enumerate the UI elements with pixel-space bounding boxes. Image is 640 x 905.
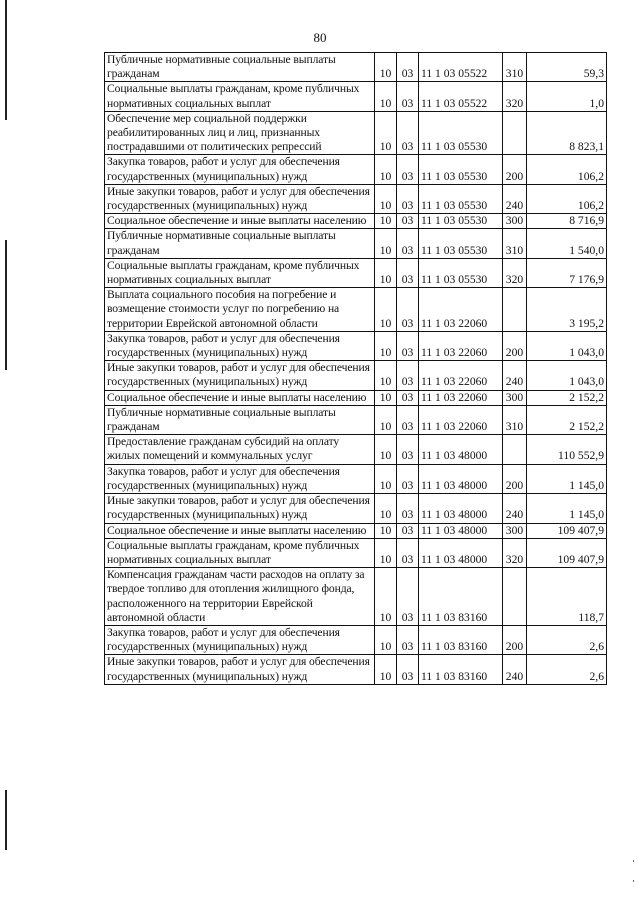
row-amount: 109 407,9 (527, 538, 607, 567)
row-name: Выплата социального пособия на погребение и возмещение стоимости услуг по погребению на территории Еврейской автономной области (105, 288, 375, 332)
row-subsection: 03 (397, 53, 419, 82)
table-row (105, 53, 607, 82)
row-expense-kind: 310 (503, 53, 527, 82)
row-section: 10 (375, 331, 397, 360)
row-section: 10 (375, 258, 397, 287)
row-target-code: 11 1 03 05530 (419, 184, 503, 213)
table-row (105, 288, 607, 332)
row-section: 10 (375, 625, 397, 654)
row-subsection: 03 (397, 405, 419, 434)
table-row (105, 331, 607, 360)
row-target-code: 11 1 03 48000 (419, 523, 503, 538)
row-subsection: 03 (397, 229, 419, 258)
row-amount: 1 540,0 (527, 229, 607, 258)
row-name: Компенсация гражданам части расходов на оплату за твердое топливо для отопления жилищного фонда, расположенного на территории Еврейской автономной области (105, 568, 375, 626)
table-row (105, 361, 607, 390)
row-name: Социальные выплаты гражданам, кроме публичных нормативных социальных выплат (105, 258, 375, 287)
row-target-code: 11 1 03 22060 (419, 405, 503, 434)
row-subsection: 03 (397, 331, 419, 360)
row-subsection: 03 (397, 82, 419, 111)
row-target-code: 11 1 03 83160 (419, 655, 503, 684)
row-subsection: 03 (397, 361, 419, 390)
row-section: 10 (375, 184, 397, 213)
row-target-code: 11 1 03 83160 (419, 625, 503, 654)
row-section: 10 (375, 155, 397, 184)
row-expense-kind (503, 288, 527, 332)
row-amount: 1 145,0 (527, 464, 607, 493)
row-subsection: 03 (397, 494, 419, 523)
scan-mark (633, 880, 634, 882)
budget-table (104, 52, 607, 685)
row-section: 10 (375, 435, 397, 464)
row-name: Публичные нормативные социальные выплаты гражданам (105, 405, 375, 434)
row-subsection: 03 (397, 258, 419, 287)
row-amount: 1 043,0 (527, 361, 607, 390)
row-name: Иные закупки товаров, работ и услуг для обеспечения государственных (муниципальных) нужд (105, 184, 375, 213)
row-section: 10 (375, 229, 397, 258)
row-amount: 8 716,9 (527, 214, 607, 229)
row-section: 10 (375, 361, 397, 390)
row-subsection: 03 (397, 568, 419, 626)
row-target-code: 11 1 03 22060 (419, 390, 503, 405)
table-row (105, 184, 607, 213)
row-amount: 59,3 (527, 53, 607, 82)
row-subsection: 03 (397, 155, 419, 184)
table-row (105, 229, 607, 258)
table-row (105, 538, 607, 567)
row-section: 10 (375, 523, 397, 538)
row-section: 10 (375, 494, 397, 523)
row-name: Социальное обеспечение и иные выплаты населению (105, 390, 375, 405)
row-expense-kind: 240 (503, 184, 527, 213)
scan-edge-middle (5, 240, 7, 370)
row-name: Закупка товаров, работ и услуг для обеспечения государственных (муниципальных) нужд (105, 331, 375, 360)
row-expense-kind: 320 (503, 82, 527, 111)
row-name: Иные закупки товаров, работ и услуг для обеспечения государственных (муниципальных) нужд (105, 494, 375, 523)
row-name: Закупка товаров, работ и услуг для обеспечения государственных (муниципальных) нужд (105, 464, 375, 493)
row-expense-kind: 310 (503, 405, 527, 434)
row-name: Социальное обеспечение и иные выплаты населению (105, 214, 375, 229)
row-expense-kind (503, 568, 527, 626)
table-row (105, 405, 607, 434)
row-name: Обеспечение мер социальной поддержки реабилитированных лиц и лиц, признанных пострадавшими от политических репрессий (105, 111, 375, 155)
row-target-code: 11 1 03 22060 (419, 331, 503, 360)
table-row (105, 155, 607, 184)
row-expense-kind: 310 (503, 229, 527, 258)
scan-mark (633, 860, 634, 862)
row-section: 10 (375, 390, 397, 405)
table-row (105, 464, 607, 493)
row-expense-kind: 300 (503, 523, 527, 538)
budget-table-body (105, 53, 607, 685)
row-target-code: 11 1 03 05522 (419, 82, 503, 111)
row-expense-kind: 200 (503, 155, 527, 184)
row-name: Иные закупки товаров, работ и услуг для обеспечения государственных (муниципальных) нужд (105, 361, 375, 390)
row-target-code: 11 1 03 48000 (419, 464, 503, 493)
table-row (105, 568, 607, 626)
row-amount: 8 823,1 (527, 111, 607, 155)
row-subsection: 03 (397, 435, 419, 464)
row-amount: 110 552,9 (527, 435, 607, 464)
row-target-code: 11 1 03 83160 (419, 568, 503, 626)
row-subsection: 03 (397, 111, 419, 155)
row-expense-kind: 200 (503, 331, 527, 360)
row-expense-kind: 240 (503, 494, 527, 523)
row-section: 10 (375, 568, 397, 626)
row-amount: 7 176,9 (527, 258, 607, 287)
table-row (105, 494, 607, 523)
table-row (105, 82, 607, 111)
row-subsection: 03 (397, 625, 419, 654)
row-expense-kind: 320 (503, 538, 527, 567)
row-expense-kind: 300 (503, 390, 527, 405)
row-target-code: 11 1 03 05530 (419, 258, 503, 287)
row-amount: 118,7 (527, 568, 607, 626)
row-target-code: 11 1 03 05522 (419, 53, 503, 82)
row-target-code: 11 1 03 48000 (419, 494, 503, 523)
row-target-code: 11 1 03 05530 (419, 111, 503, 155)
table-row (105, 655, 607, 684)
row-expense-kind: 240 (503, 655, 527, 684)
row-amount: 2,6 (527, 625, 607, 654)
table-row (105, 258, 607, 287)
table-row (105, 111, 607, 155)
row-amount: 2 152,2 (527, 405, 607, 434)
row-target-code: 11 1 03 48000 (419, 435, 503, 464)
row-target-code: 11 1 03 05530 (419, 229, 503, 258)
row-subsection: 03 (397, 184, 419, 213)
table-row (105, 523, 607, 538)
row-target-code: 11 1 03 22060 (419, 361, 503, 390)
row-section: 10 (375, 655, 397, 684)
row-amount: 106,2 (527, 184, 607, 213)
scan-edge-bottom (5, 790, 7, 850)
row-subsection: 03 (397, 390, 419, 405)
row-subsection: 03 (397, 288, 419, 332)
row-section: 10 (375, 214, 397, 229)
row-name: Социальные выплаты гражданам, кроме публичных нормативных социальных выплат (105, 82, 375, 111)
row-expense-kind: 300 (503, 214, 527, 229)
row-amount: 109 407,9 (527, 523, 607, 538)
row-name: Иные закупки товаров, работ и услуг для обеспечения государственных (муниципальных) нужд (105, 655, 375, 684)
row-amount: 2,6 (527, 655, 607, 684)
row-name: Публичные нормативные социальные выплаты гражданам (105, 53, 375, 82)
row-section: 10 (375, 405, 397, 434)
row-expense-kind: 320 (503, 258, 527, 287)
row-amount: 2 152,2 (527, 390, 607, 405)
row-expense-kind: 240 (503, 361, 527, 390)
row-subsection: 03 (397, 538, 419, 567)
row-amount: 1,0 (527, 82, 607, 111)
row-section: 10 (375, 53, 397, 82)
row-target-code: 11 1 03 22060 (419, 288, 503, 332)
row-target-code: 11 1 03 05530 (419, 214, 503, 229)
row-subsection: 03 (397, 523, 419, 538)
row-amount: 1 145,0 (527, 494, 607, 523)
table-row (105, 435, 607, 464)
row-section: 10 (375, 538, 397, 567)
row-section: 10 (375, 82, 397, 111)
row-amount: 106,2 (527, 155, 607, 184)
scan-edge-top (5, 0, 7, 120)
page-number: 80 (313, 30, 327, 45)
row-name: Закупка товаров, работ и услуг для обеспечения государственных (муниципальных) нужд (105, 625, 375, 654)
row-amount: 3 195,2 (527, 288, 607, 332)
table-row (105, 625, 607, 654)
table-row (105, 214, 607, 229)
row-target-code: 11 1 03 05530 (419, 155, 503, 184)
row-target-code: 11 1 03 48000 (419, 538, 503, 567)
row-amount: 1 043,0 (527, 331, 607, 360)
table-row (105, 390, 607, 405)
row-name: Публичные нормативные социальные выплаты гражданам (105, 229, 375, 258)
row-name: Предоставление гражданам субсидий на оплату жилых помещений и коммунальных услуг (105, 435, 375, 464)
row-subsection: 03 (397, 655, 419, 684)
row-subsection: 03 (397, 464, 419, 493)
row-name: Социальные выплаты гражданам, кроме публичных нормативных социальных выплат (105, 538, 375, 567)
row-section: 10 (375, 464, 397, 493)
row-expense-kind (503, 111, 527, 155)
row-section: 10 (375, 288, 397, 332)
row-expense-kind: 200 (503, 464, 527, 493)
row-expense-kind (503, 435, 527, 464)
row-name: Закупка товаров, работ и услуг для обеспечения государственных (муниципальных) нужд (105, 155, 375, 184)
row-name: Социальное обеспечение и иные выплаты населению (105, 523, 375, 538)
row-subsection: 03 (397, 214, 419, 229)
row-expense-kind: 200 (503, 625, 527, 654)
row-section: 10 (375, 111, 397, 155)
